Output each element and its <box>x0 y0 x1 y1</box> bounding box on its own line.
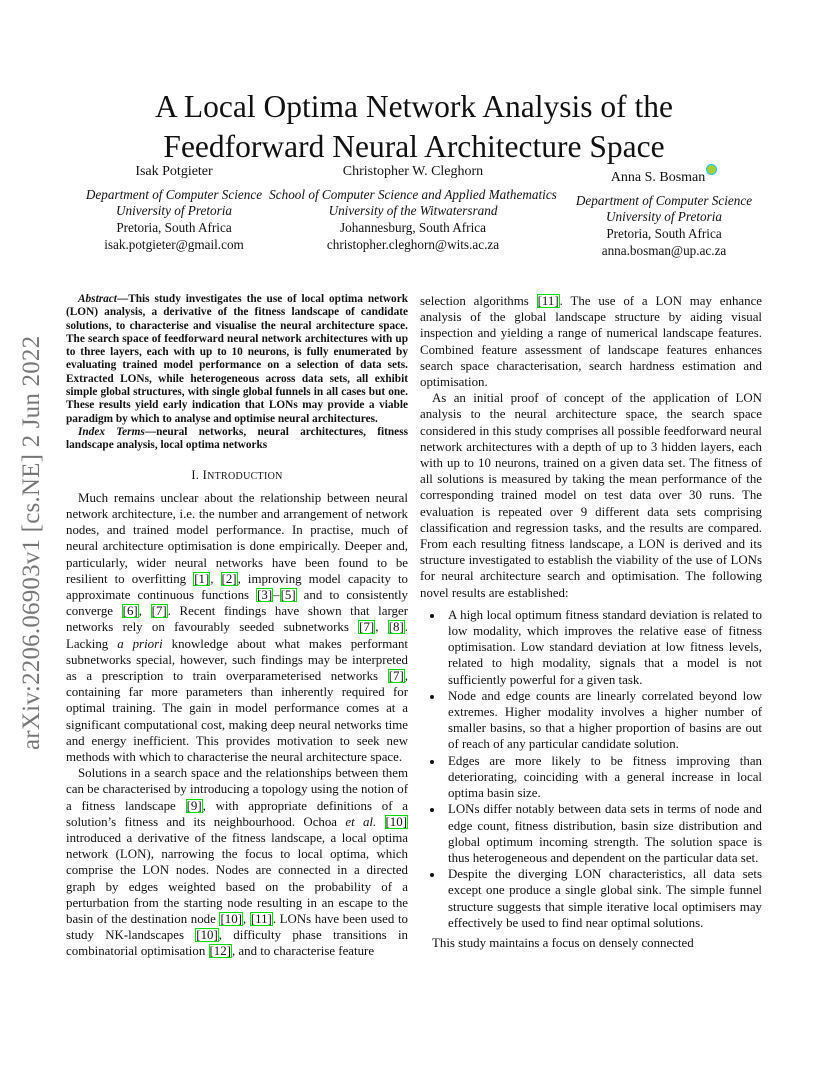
text-run: , difficulty phase transitions in combinatorial optimisation <box>66 928 408 959</box>
author-dept: Department of Computer Science <box>85 186 263 202</box>
author-university: University of the Witwatersrand <box>328 203 498 219</box>
right-column <box>420 293 762 951</box>
author-email: christopher.cleghorn@wits.ac.za <box>326 236 500 252</box>
text-run: . Recent findings have shown that larger networks rely on favourably seeded subnetworks <box>66 604 408 635</box>
citation-link[interactable]: [10] <box>220 912 242 927</box>
author-city: Pretoria, South Africa <box>116 220 232 236</box>
title-line-2: Feedforward Neural Architecture Space <box>163 129 665 165</box>
author-university: University of Pretoria <box>606 209 722 225</box>
citation-link[interactable]: [8] <box>388 620 404 635</box>
text-run: , improving model capacity to approximate continuous functions <box>66 571 409 602</box>
left-column <box>66 293 408 960</box>
author-email: anna.bosman@up.ac.za <box>601 242 727 258</box>
author-name: Anna S. Bosman <box>610 170 706 185</box>
right-paragraph-3: This study maintains a focus on densely connected <box>432 935 694 950</box>
list-item: • Edges are more likely to be fitness improving than deteriorating, coinciding with a general increase in local optima basin size. <box>444 753 762 802</box>
text-run: . Lacking <box>66 620 408 651</box>
citation-link[interactable]: [10] <box>196 928 218 943</box>
citation-link[interactable]: [7] <box>359 620 375 635</box>
text-run: selection algorithms <box>420 294 537 308</box>
list-item: • A high local optimum fitness standard deviation is related to low modality, which improves the relative ease of fitness optimisation. Low standard deviation at low fitness levels, related to high modality, signals that a model is not sufficiently powerful for a given task. <box>444 607 762 688</box>
paper-title <box>60 87 768 167</box>
citation-link[interactable]: [6] <box>122 604 138 619</box>
text-run: . LONs have been used to study NK-landscapes <box>66 912 409 943</box>
right-paragraph-2: As an initial proof of concept of the application of LON analysis to the neural architecture space, the search space considered in this study comprises all possible feedforward neural network architectures with a depth of up to 3 hidden layers, each with up to 10 neurons, trained on a given data set. The fitness of all solutions is measured by taking the mean performance of the corresponding trained model on test data over 30 runs. The evaluation is repeated over 9 different data sets comprising classification and regression tasks, and the results are compared. From each resulting fitness landscape, a LON is derived and its structure investigated to establish the viability of the use of LONs for neural architecture search and optimisation. The following novel results are established: <box>420 391 762 600</box>
citation-link[interactable]: [1] <box>194 571 210 586</box>
emphasis: et al. <box>345 814 377 829</box>
text-run: , <box>375 620 388 635</box>
text-run: knowledge about what makes performant subnetworks special, however, such findings may be interpreted as a prescription to train overparameterised networks <box>66 636 408 683</box>
intro-paragraph-1 <box>66 490 408 765</box>
citation-link[interactable]: [11] <box>250 912 272 927</box>
text-run: Solutions in a search space and the relationships between them can be characterised by introducing a topology using the notion of a fitness landscape <box>66 766 408 813</box>
section-initial: I <box>202 467 208 482</box>
author-2 <box>258 164 568 254</box>
author-name: Christopher W. Cleghorn <box>342 164 484 179</box>
author-name: Isak Potgieter <box>135 164 213 179</box>
citation-link[interactable]: [12] <box>209 944 231 959</box>
citation-link[interactable]: [7] <box>151 604 167 619</box>
text-run: , with appropriate definitions of a solution’s fitness and its neighbourhood. Ochoa <box>66 798 408 829</box>
section-rest: NTRODUCTION <box>207 470 283 482</box>
list-item: • Despite the diverging LON characteristics, all data sets except one produce a single global sink. The simple funnel structure suggests that simple iterative local optimisers may effectively be used to find near optimal solutions. <box>444 866 762 931</box>
author-1 <box>62 164 286 254</box>
index-terms-text: —neural networks, neural architectures, fitness landscape analysis, local optima networks <box>66 425 408 452</box>
abstract-label: Abstract <box>78 293 117 305</box>
list-item: • Node and edge counts are linearly correlated beyond low extremes. Higher modality involves a higher number of smaller basins, so that a higher proportion of basins are out of reach of any particular candidate solution. <box>444 688 762 753</box>
index-terms <box>66 426 408 453</box>
text-run: – <box>273 587 280 602</box>
text-run: , and to characterise feature <box>231 944 375 959</box>
title-line-1: A Local Optima Network Analysis of the <box>155 89 673 125</box>
citation-link[interactable]: [10] <box>385 814 407 829</box>
author-city: Johannesburg, South Africa <box>340 220 486 236</box>
citation-link[interactable]: [3] <box>257 587 273 602</box>
abstract-text: —This study investigates the use of local optima network (LON) analysis, a derivative of the fitness landscape of candidate solutions, to characterise and visualise the neural architecture space. The search space of feedforward neural network architectures with up to three layers, each with up to 10 neurons, is fully enumerated by evaluating trained model performance on a selection of data sets. Extracted LONs, while heterogeneous across data sets, all exhibit simple global structures, with single global funnels in all cases but one. These results yield early indication that LONs may provide a viable paradigm by which to analyse and optimise neural architectures. <box>66 293 408 425</box>
text-run: , <box>210 571 221 586</box>
list-item: • LONs differ notably between data sets in terms of node and edge count, fitness distribution, basin size distribution and global optimum incoming strength. The solution space is thus heterogeneous and dependent on the particular data set. <box>444 801 762 866</box>
author-dept: School of Computer Science and Applied Mathematics <box>269 186 557 202</box>
abstract <box>66 293 408 426</box>
citation-link[interactable]: [7] <box>388 669 404 683</box>
text-run: . The use of a LON may enhance analysis of the global landscape structure by aiding visual inspection and yielding a range of numerical landscape features. Combined feature assessment of landscape features enhances search space characterisation, search hardness estimation and optimisation. <box>420 294 763 390</box>
author-city: Pretoria, South Africa <box>606 226 722 242</box>
citation-link[interactable]: [11] <box>537 294 559 308</box>
index-terms-label: Index Terms <box>78 425 145 438</box>
text-run: , <box>242 912 250 927</box>
citation-link[interactable]: [5] <box>280 587 296 602</box>
citation-link[interactable]: [9] <box>186 798 202 813</box>
author-university: University of Pretoria <box>116 203 232 219</box>
text-run: , containing far more parameters than inherently required for optimal training. The gain in model performance comes at a significant computational cost, making deep neural networks time and energy inefficient. This provides motivation to seek new methods with which to characterise the neural architecture space. <box>66 669 408 765</box>
novel-results-list <box>420 607 762 931</box>
author-3 <box>566 164 762 260</box>
intro-paragraph-2 <box>66 765 408 959</box>
section-heading-introduction <box>66 467 408 485</box>
section-numeral: I. <box>191 467 203 482</box>
orcid-icon[interactable] <box>706 164 717 175</box>
emphasis: a priori <box>117 636 163 651</box>
text-run: Much remains unclear about the relationship between neural network architecture, i.e. the number and arrangement of network nodes, and trained model performance. In practise, much of neural architecture optimisation is done empirically. Deeper and, particularly, wider neural networks have been found to be resilient to overfitting <box>66 490 408 586</box>
text-run: and to consistently converge <box>66 587 408 619</box>
text-run: introduced a derivative of the fitness landscape, a local optima network (LON), narrowing the focus to local optima, which comprise the LON nodes. Nodes are connected in a directed graph by edges weighted based on the probability of a perturbation from the starting node resulting in an escape to the basin of the destination node <box>66 831 408 927</box>
author-email: isak.potgieter@gmail.com <box>104 236 244 252</box>
author-dept: Department of Computer Science <box>575 192 753 208</box>
arxiv-identifier: arXiv:2206.06903v1 [cs.NE] 2 Jun 2022 <box>18 335 45 750</box>
right-paragraph-1 <box>420 293 762 390</box>
citation-link[interactable]: [2] <box>221 571 237 586</box>
text-run: , <box>138 604 151 619</box>
